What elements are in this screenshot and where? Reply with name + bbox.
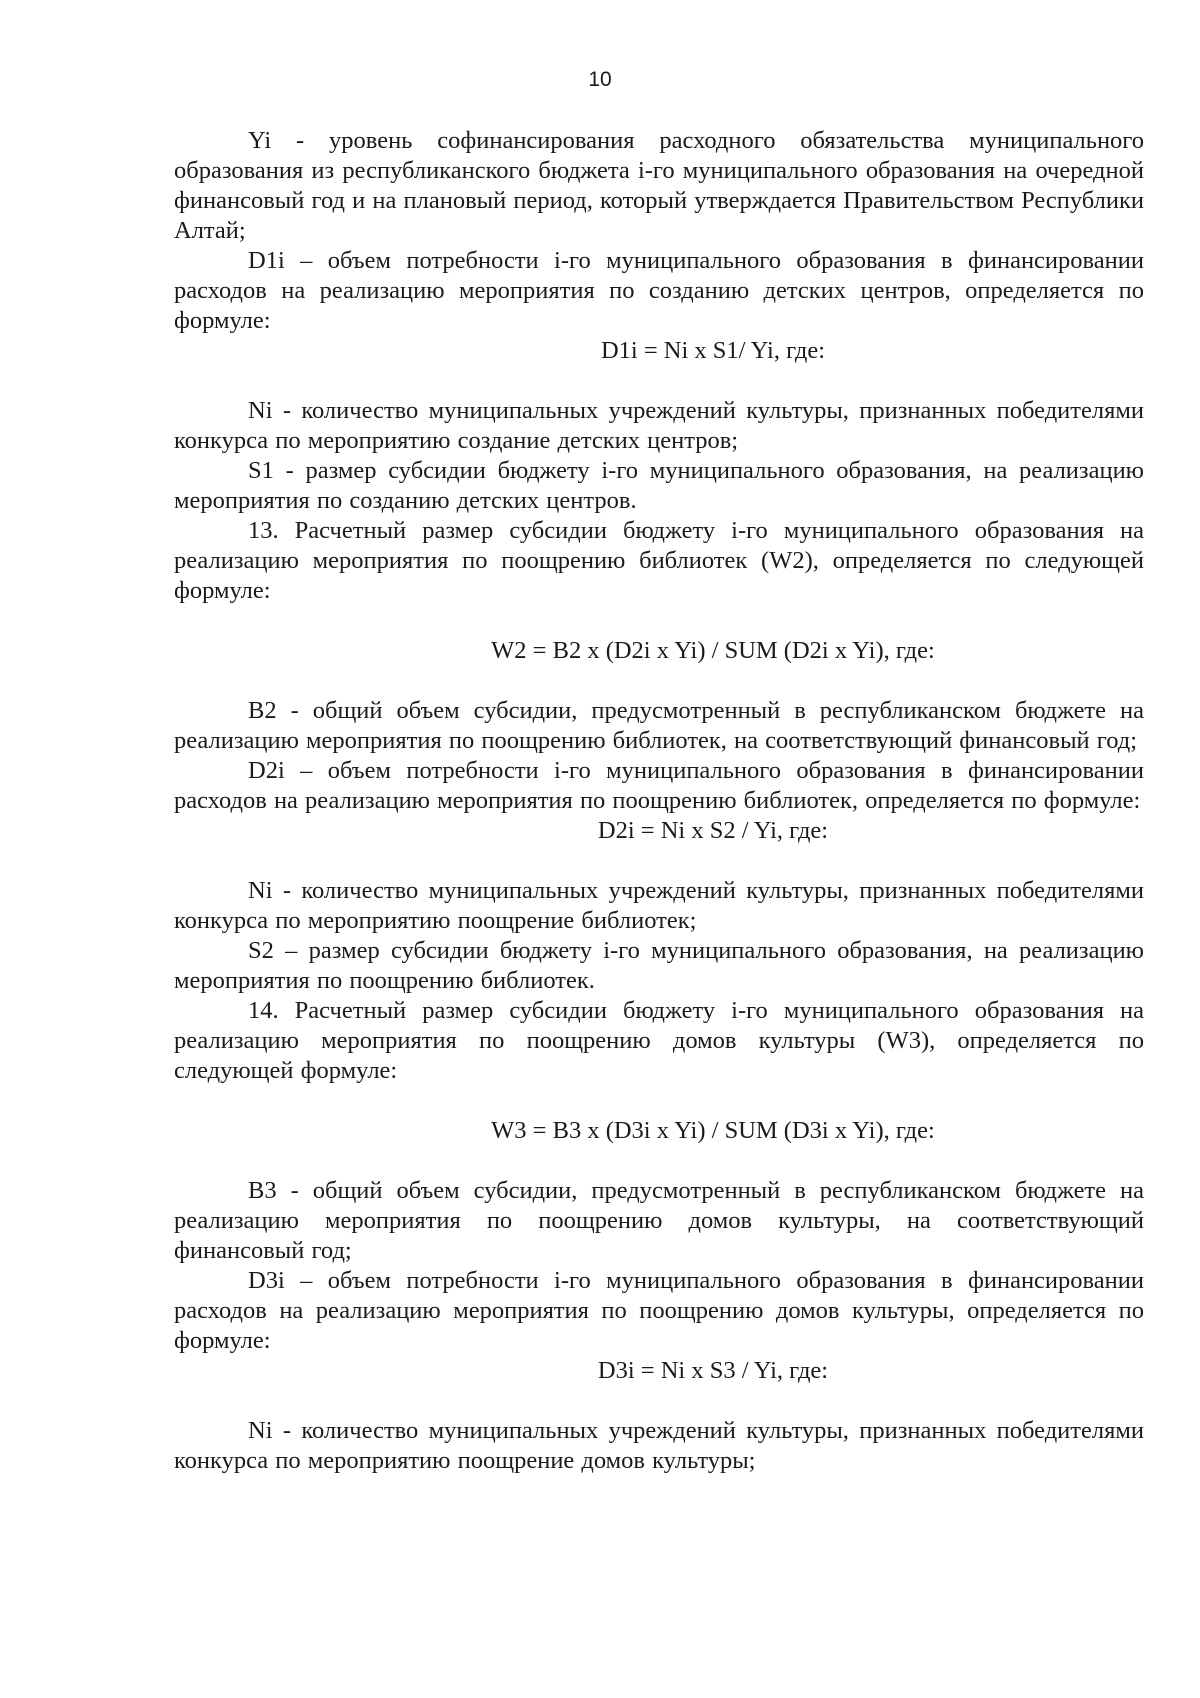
formula-d3i: D3i = Ni x S3 / Yi, где: bbox=[597, 1357, 829, 1384]
paragraph-item-14: 14. Расчетный размер субсидии бюджету i-го муниципального образования на реализацию мероприятия по поощрению домов культуры (W3), определяется по следующей формуле: bbox=[174, 997, 1144, 1084]
paragraph-item-13: 13. Расчетный размер субсидии бюджету i-го муниципального образования на реализацию мероприятия по поощрению библиотек (W2), определяется по следующей формуле: bbox=[174, 517, 1144, 604]
page-number: 10 bbox=[588, 68, 612, 91]
paragraph-yi-definition: Yi - уровень софинансирования расходного обязательства муниципального образования из республиканского бюджета i-го муниципального образования на очередной финансовый год и на плановый период, который утверждается Правительством Республики Алтай; bbox=[174, 127, 1144, 244]
paragraph-ni-definition-2: Ni - количество муниципальных учреждений культуры, признанных победителями конкурса по мероприятию поощрение библиотек; bbox=[174, 877, 1144, 934]
formula-d1i: D1i = Ni x S1/ Yi, где: bbox=[600, 337, 826, 364]
paragraph-ni-definition-1: Ni - количество муниципальных учреждений культуры, признанных победителями конкурса по мероприятию создание детских центров; bbox=[174, 397, 1144, 454]
paragraph-s2-definition: S2 – размер субсидии бюджету i-го муниципального образования, на реализацию мероприятия по поощрению библиотек. bbox=[174, 937, 1144, 994]
paragraph-s1-definition: S1 - размер субсидии бюджету i-го муниципального образования, на реализацию мероприятия по созданию детских центров. bbox=[174, 457, 1144, 514]
document-body bbox=[174, 126, 1144, 1476]
paragraph-d1i-definition: D1i – объем потребности i-го муниципального образования в финансировании расходов на реализацию мероприятия по созданию детских центров, определяется по формуле: bbox=[174, 247, 1144, 334]
paragraph-d3i-definition: D3i – объем потребности i-го муниципального образования в финансировании расходов на реализацию мероприятия по поощрению домов культуры, определяется по формуле: bbox=[174, 1267, 1144, 1354]
paragraph-d2i-definition: D2i – объем потребности i-го муниципального образования в финансировании расходов на реализацию мероприятия по поощрению библиотек, определяется по формуле: bbox=[174, 757, 1144, 814]
paragraph-ni-definition-3: Ni - количество муниципальных учреждений культуры, признанных победителями конкурса по мероприятию поощрение домов культуры; bbox=[174, 1417, 1144, 1474]
paragraph-b3-definition: B3 - общий объем субсидии, предусмотренный в республиканском бюджете на реализацию мероприятия по поощрению домов культуры, на соответствующий финансовый год; bbox=[174, 1177, 1144, 1264]
formula-w2: W2 = B2 x (D2i x Yi) / SUM (D2i x Yi), где: bbox=[491, 637, 935, 664]
formula-d2i: D2i = Ni x S2 / Yi, где: bbox=[597, 817, 829, 844]
paragraph-b2-definition: B2 - общий объем субсидии, предусмотренный в республиканском бюджете на реализацию мероприятия по поощрению библиотек, на соответствующий финансовый год; bbox=[174, 697, 1144, 754]
formula-w3: W3 = B3 x (D3i x Yi) / SUM (D3i x Yi), где: bbox=[491, 1117, 935, 1144]
